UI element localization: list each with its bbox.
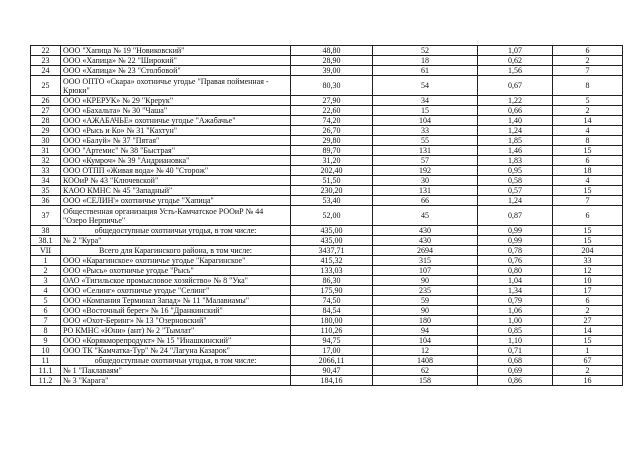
row-count-cell: 235: [373, 286, 478, 296]
row-count-cell: 90: [373, 306, 478, 316]
row-quota-cell: 204: [553, 246, 623, 256]
row-quota-cell: 4: [553, 126, 623, 136]
row-number-cell: 37: [31, 206, 61, 226]
row-count-cell: 54: [373, 76, 478, 96]
row-area-cell: 133,03: [291, 266, 373, 276]
row-number-cell: 33: [31, 166, 61, 176]
row-number-cell: 6: [31, 306, 61, 316]
table-row: [31, 336, 623, 346]
row-quota-cell: 7: [553, 196, 623, 206]
row-density-cell: 0,95: [478, 166, 553, 176]
row-area-cell: 184,16: [291, 376, 373, 386]
row-density-cell: 0,68: [478, 356, 553, 366]
table-row: [31, 156, 623, 166]
row-density-cell: 1,04: [478, 276, 553, 286]
document-page: [30, 45, 623, 386]
row-quota-cell: 4: [553, 176, 623, 186]
row-number-cell: 38: [31, 226, 61, 236]
row-name-cell: ООО «КРЕРУК» № 29 "Крерук": [61, 96, 291, 106]
row-area-cell: 28,90: [291, 56, 373, 66]
row-name-cell: ООО «Бахальта» № 30 "Чаша": [61, 106, 291, 116]
table-row: [31, 106, 623, 116]
row-name-cell: ООО «Охот-Беринг» № 13 "Озерновский": [61, 316, 291, 326]
row-count-cell: 315: [373, 256, 478, 266]
row-number-cell: 32: [31, 156, 61, 166]
table-row: [31, 236, 623, 246]
row-density-cell: 1,00: [478, 316, 553, 326]
row-quota-cell: 8: [553, 136, 623, 146]
table-row: [31, 76, 623, 96]
row-area-cell: 17,00: [291, 346, 373, 356]
row-density-cell: 0,78: [478, 246, 553, 256]
table-row: [31, 116, 623, 126]
row-count-cell: 2694: [373, 246, 478, 256]
row-number-cell: 29: [31, 126, 61, 136]
row-count-cell: 15: [373, 106, 478, 116]
row-number-cell: 22: [31, 46, 61, 56]
row-area-cell: 435,00: [291, 236, 373, 246]
row-count-cell: 430: [373, 226, 478, 236]
row-number-cell: 10: [31, 346, 61, 356]
row-number-cell: 34: [31, 176, 61, 186]
row-area-cell: 180,00: [291, 316, 373, 326]
row-name-cell: Всего для Карагинского района, в том числе:: [61, 246, 291, 256]
row-name-cell: ООО «АЖАБАЧЬЕ» охотничье угодье "Ажабачье": [61, 116, 291, 126]
row-quota-cell: 6: [553, 156, 623, 166]
row-quota-cell: 2: [553, 56, 623, 66]
row-count-cell: 104: [373, 116, 478, 126]
row-count-cell: 66: [373, 196, 478, 206]
row-name-cell: ООО ТК "Камчатка-Тур" № 24 "Лагуна Казарок": [61, 346, 291, 356]
row-quota-cell: 15: [553, 236, 623, 246]
row-name-cell: ООО «Рысь и Ко» № 31 "Кахтун": [61, 126, 291, 136]
row-area-cell: 435,00: [291, 226, 373, 236]
row-quota-cell: 2: [553, 306, 623, 316]
row-number-cell: 38.1: [31, 236, 61, 246]
row-density-cell: 0,99: [478, 236, 553, 246]
table-row: [31, 376, 623, 386]
table-row: [31, 256, 623, 266]
row-count-cell: 192: [373, 166, 478, 176]
row-number-cell: 4: [31, 286, 61, 296]
row-density-cell: 0,79: [478, 296, 553, 306]
row-quota-cell: 14: [553, 116, 623, 126]
row-number-cell: 9: [31, 336, 61, 346]
row-quota-cell: 10: [553, 276, 623, 286]
row-number-cell: 23: [31, 56, 61, 66]
row-area-cell: 94,75: [291, 336, 373, 346]
row-number-cell: 11.2: [31, 376, 61, 386]
row-area-cell: 202,40: [291, 166, 373, 176]
row-name-cell: общедоступные охотничьи угодья, в том числе:: [61, 356, 291, 366]
row-density-cell: 0,67: [478, 76, 553, 96]
row-name-cell: ООО ОТПП «Живая вода» № 40 "Сторож": [61, 166, 291, 176]
row-density-cell: 1,10: [478, 336, 553, 346]
row-quota-cell: 15: [553, 226, 623, 236]
row-area-cell: 2066,11: [291, 356, 373, 366]
row-count-cell: 33: [373, 126, 478, 136]
row-density-cell: 0,62: [478, 56, 553, 66]
row-density-cell: 0,57: [478, 186, 553, 196]
row-count-cell: 55: [373, 136, 478, 146]
row-name-cell: ООО «Компания Терминал Запад» № 11 "Малавиамы": [61, 296, 291, 306]
row-area-cell: 415,32: [291, 256, 373, 266]
row-name-cell: ООО «СЕЛИН'» охотничье угодье "Хапица": [61, 196, 291, 206]
row-count-cell: 34: [373, 96, 478, 106]
row-density-cell: 0,87: [478, 206, 553, 226]
row-count-cell: 18: [373, 56, 478, 66]
row-quota-cell: 33: [553, 256, 623, 266]
row-count-cell: 180: [373, 316, 478, 326]
row-count-cell: 158: [373, 376, 478, 386]
row-number-cell: 30: [31, 136, 61, 146]
row-number-cell: 36: [31, 196, 61, 206]
table-body: [31, 46, 623, 386]
row-count-cell: 131: [373, 146, 478, 156]
row-quota-cell: 67: [553, 356, 623, 366]
row-number-cell: 28: [31, 116, 61, 126]
row-number-cell: 35: [31, 186, 61, 196]
row-area-cell: 26,70: [291, 126, 373, 136]
row-area-cell: 89,70: [291, 146, 373, 156]
table-row: [31, 286, 623, 296]
row-count-cell: 107: [373, 266, 478, 276]
table-row: [31, 96, 623, 106]
table-row: [31, 226, 623, 236]
row-density-cell: 0,71: [478, 346, 553, 356]
row-number-cell: 7: [31, 316, 61, 326]
row-count-cell: 131: [373, 186, 478, 196]
row-quota-cell: 15: [553, 186, 623, 196]
row-quota-cell: 17: [553, 286, 623, 296]
row-density-cell: 1,46: [478, 146, 553, 156]
row-number-cell: 2: [31, 266, 61, 276]
row-name-cell: ООО "Хапица № 19 "Новиковский": [61, 46, 291, 56]
row-name-cell: ООО «Восточный берег» № 16 "Дранкинский": [61, 306, 291, 316]
row-area-cell: 3437,71: [291, 246, 373, 256]
table-row: [31, 56, 623, 66]
row-quota-cell: 27: [553, 316, 623, 326]
table-row: [31, 46, 623, 56]
row-name-cell: № 1 "Паклаваям": [61, 366, 291, 376]
table-row: [31, 186, 623, 196]
row-count-cell: 30: [373, 176, 478, 186]
row-density-cell: 0,86: [478, 376, 553, 386]
row-name-cell: ООО «Корякморепродукт» № 15 "Инашкинский": [61, 336, 291, 346]
row-area-cell: 27,90: [291, 96, 373, 106]
row-number-cell: 27: [31, 106, 61, 116]
row-number-cell: 24: [31, 66, 61, 76]
table-row: [31, 126, 623, 136]
table-row: [31, 356, 623, 366]
row-number-cell: 25: [31, 76, 61, 96]
row-area-cell: 175,90: [291, 286, 373, 296]
row-area-cell: 39,00: [291, 66, 373, 76]
row-count-cell: 430: [373, 236, 478, 246]
row-quota-cell: 14: [553, 326, 623, 336]
table-row: [31, 366, 623, 376]
row-quota-cell: 6: [553, 296, 623, 306]
row-name-cell: ООО «Карагинское» охотничье угодье "Карагинское": [61, 256, 291, 266]
row-quota-cell: 8: [553, 76, 623, 96]
row-count-cell: 61: [373, 66, 478, 76]
row-name-cell: КООиР № 43 "Ключевской": [61, 176, 291, 186]
row-count-cell: 104: [373, 336, 478, 346]
table-row: [31, 66, 623, 76]
row-name-cell: № 2 "Кура": [61, 236, 291, 246]
row-area-cell: 84,54: [291, 306, 373, 316]
table-row: [31, 346, 623, 356]
row-quota-cell: 7: [553, 66, 623, 76]
row-area-cell: 53,40: [291, 196, 373, 206]
row-area-cell: 80,30: [291, 76, 373, 96]
row-quota-cell: 2: [553, 106, 623, 116]
row-name-cell: общедоступные охотничьи угодья, в том числе:: [61, 226, 291, 236]
row-count-cell: 90: [373, 276, 478, 286]
row-name-cell: ООО «Балуй» № 37 "Пятая": [61, 136, 291, 146]
table-row: [31, 246, 623, 256]
row-count-cell: 1408: [373, 356, 478, 366]
row-area-cell: 52,00: [291, 206, 373, 226]
row-density-cell: 0,66: [478, 106, 553, 116]
row-number-cell: 5: [31, 296, 61, 306]
row-quota-cell: 18: [553, 166, 623, 176]
row-density-cell: 1,40: [478, 116, 553, 126]
row-name-cell: ООО «Кумроч» № 39 "Андриановка": [61, 156, 291, 166]
row-area-cell: 86,30: [291, 276, 373, 286]
row-name-cell: ООО «Хапица» № 22 "Широкий": [61, 56, 291, 66]
row-quota-cell: 15: [553, 336, 623, 346]
row-density-cell: 0,80: [478, 266, 553, 276]
row-count-cell: 59: [373, 296, 478, 306]
row-quota-cell: 6: [553, 46, 623, 56]
row-quota-cell: 12: [553, 266, 623, 276]
row-quota-cell: 2: [553, 366, 623, 376]
table-row: [31, 326, 623, 336]
row-number-cell: 11: [31, 356, 61, 366]
row-area-cell: 29,80: [291, 136, 373, 146]
row-quota-cell: 16: [553, 376, 623, 386]
row-quota-cell: 1: [553, 346, 623, 356]
row-number-cell: 31: [31, 146, 61, 156]
row-quota-cell: 6: [553, 206, 623, 226]
row-density-cell: 0,58: [478, 176, 553, 186]
table-row: [31, 166, 623, 176]
row-count-cell: 62: [373, 366, 478, 376]
table-row: [31, 146, 623, 156]
row-number-cell: 11.1: [31, 366, 61, 376]
table-row: [31, 206, 623, 226]
row-area-cell: 51,50: [291, 176, 373, 186]
row-number-cell: 3: [31, 276, 61, 286]
row-density-cell: 1,56: [478, 66, 553, 76]
row-density-cell: 1,07: [478, 46, 553, 56]
row-density-cell: 1,24: [478, 196, 553, 206]
table-row: [31, 196, 623, 206]
row-count-cell: 45: [373, 206, 478, 226]
row-name-cell: № 3 "Карага": [61, 376, 291, 386]
row-name-cell: Общественная организация Усть-Камчатское РООиР № 44 "Озеро Нерпичье": [61, 206, 291, 226]
row-count-cell: 94: [373, 326, 478, 336]
row-count-cell: 12: [373, 346, 478, 356]
row-name-cell: ООО «Селинг» охотничье угодье "Селинг": [61, 286, 291, 296]
row-name-cell: ООО ОПТО «Скара» охотничье угодье "Правая пойменная - Крюки": [61, 76, 291, 96]
row-number-cell: 26: [31, 96, 61, 106]
table-row: [31, 306, 623, 316]
row-area-cell: 230,20: [291, 186, 373, 196]
row-name-cell: ОАО «Тигильское промысловое хозяйство» № 8 "Ука": [61, 276, 291, 286]
row-count-cell: 52: [373, 46, 478, 56]
row-density-cell: 1,34: [478, 286, 553, 296]
row-name-cell: ООО "Артемис" № 38 "Быстрая": [61, 146, 291, 156]
row-area-cell: 48,80: [291, 46, 373, 56]
row-density-cell: 0,85: [478, 326, 553, 336]
row-density-cell: 1,83: [478, 156, 553, 166]
row-count-cell: 57: [373, 156, 478, 166]
row-density-cell: 0,99: [478, 226, 553, 236]
row-density-cell: 1,85: [478, 136, 553, 146]
table-row: [31, 136, 623, 146]
row-density-cell: 1,24: [478, 126, 553, 136]
row-area-cell: 22,60: [291, 106, 373, 116]
row-quota-cell: 15: [553, 146, 623, 156]
row-quota-cell: 5: [553, 96, 623, 106]
row-density-cell: 0,76: [478, 256, 553, 266]
row-name-cell: КАОО КМНС № 45 "Западный": [61, 186, 291, 196]
table-row: [31, 266, 623, 276]
table-row: [31, 176, 623, 186]
row-area-cell: 90,47: [291, 366, 373, 376]
row-number-cell: 8: [31, 326, 61, 336]
row-name-cell: РО КМНС «Юни» (ант) № 2 "Тымлат": [61, 326, 291, 336]
row-area-cell: 74,20: [291, 116, 373, 126]
row-density-cell: 1,22: [478, 96, 553, 106]
row-number-cell: VII: [31, 246, 61, 256]
row-area-cell: 74,50: [291, 296, 373, 306]
table-row: [31, 316, 623, 326]
row-name-cell: ООО «Рысь» охотничье угодье "Рысь": [61, 266, 291, 276]
row-name-cell: ООО «Хапица» № 23 "Столбовой": [61, 66, 291, 76]
row-density-cell: 0,69: [478, 366, 553, 376]
table-row: [31, 276, 623, 286]
hunting-grounds-table: [30, 45, 623, 386]
row-number-cell: 1: [31, 256, 61, 266]
row-density-cell: 1,06: [478, 306, 553, 316]
row-area-cell: 31,20: [291, 156, 373, 166]
row-area-cell: 110,26: [291, 326, 373, 336]
table-row: [31, 296, 623, 306]
